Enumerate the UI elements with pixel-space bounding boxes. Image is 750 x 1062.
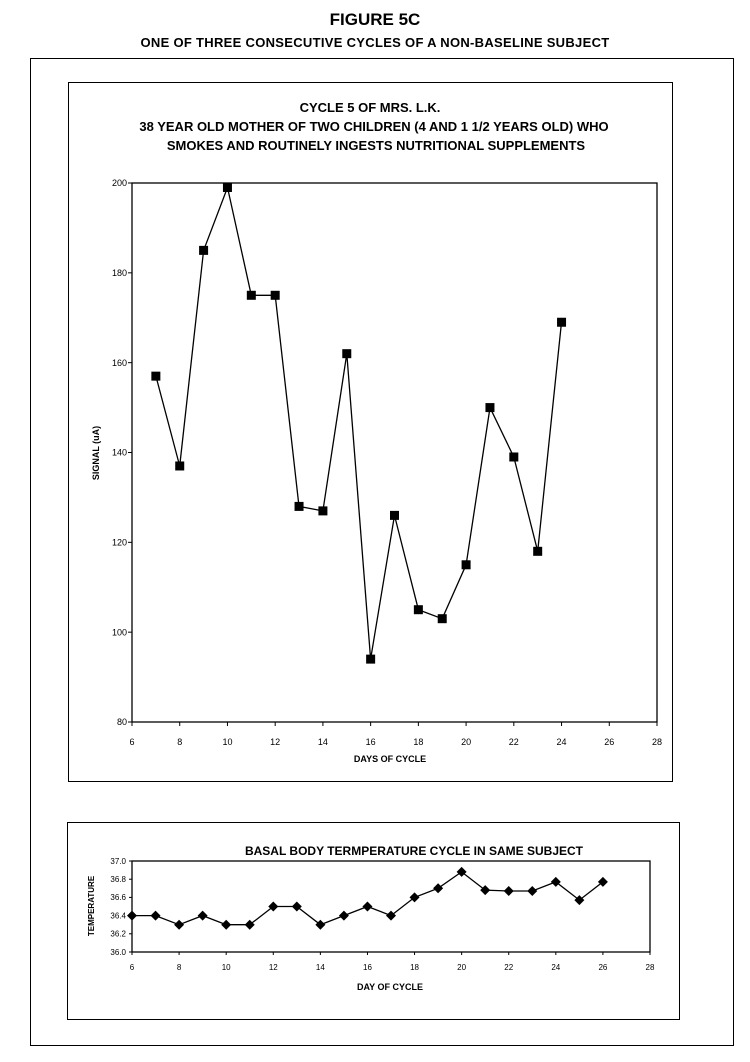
signal-data-point	[271, 291, 280, 300]
signal-chart-title-line-1: CYCLE 5 OF MRS. L.K.	[299, 100, 441, 115]
temperature-chart-title: BASAL BODY TERMPERATURE CYCLE IN SAME SUBJECT	[244, 844, 584, 858]
signal-data-point	[414, 605, 423, 614]
signal-y-tick-label: 100	[111, 627, 127, 638]
signal-data-point	[175, 461, 184, 470]
signal-x-tick-label: 22	[508, 737, 519, 747]
temperature-chart-x-axis-label: DAY OF CYCLE	[356, 982, 424, 992]
temperature-y-tick-label: 36.8	[110, 875, 126, 884]
temperature-data-point	[504, 886, 514, 896]
temperature-data-point	[127, 911, 137, 921]
temperature-data-point	[339, 911, 349, 921]
signal-y-tick-label: 200	[111, 178, 127, 189]
signal-chart-title-line-3: SMOKES AND ROUTINELY INGESTS NUTRITIONAL SUPPLEMENTS	[166, 138, 586, 153]
signal-y-tick-label: 120	[111, 537, 127, 548]
signal-x-tick-label: 18	[413, 737, 424, 747]
temperature-x-tick-label: 12	[268, 963, 278, 972]
signal-x-tick-label: 16	[365, 737, 376, 747]
signal-chart	[91, 100, 662, 764]
temperature-x-tick-label: 22	[504, 963, 514, 972]
figure-subtitle: ONE OF THREE CONSECUTIVE CYCLES OF A NON-BASELINE SUBJECT	[140, 35, 610, 50]
temperature-x-tick-label: 6	[129, 963, 135, 972]
signal-x-tick-label: 14	[317, 737, 328, 747]
temperature-plot-area	[132, 861, 650, 952]
temperature-y-tick-label: 37.0	[110, 856, 126, 866]
signal-data-point	[366, 655, 375, 664]
signal-x-tick-label: 28	[651, 737, 663, 747]
temperature-x-tick-label: 18	[410, 963, 419, 972]
signal-data-point	[462, 560, 471, 569]
temperature-data-point	[221, 920, 231, 930]
signal-x-tick-label: 10	[222, 737, 233, 747]
temperature-data-point	[598, 877, 608, 887]
signal-plot-area	[132, 183, 657, 722]
signal-data-point	[485, 403, 494, 412]
temperature-data-point	[410, 892, 420, 902]
signal-data-point	[557, 318, 566, 327]
temperature-data-point	[198, 911, 208, 921]
signal-data-point	[318, 506, 327, 515]
signal-x-tick-label: 12	[270, 737, 281, 747]
temperature-x-tick-label: 20	[457, 963, 467, 972]
signal-x-tick-label: 8	[177, 737, 183, 747]
temperature-data-point	[174, 920, 184, 930]
signal-data-point	[223, 183, 232, 192]
temperature-y-tick-label: 36.0	[110, 947, 126, 957]
signal-x-tick-label: 20	[461, 737, 472, 747]
temperature-data-point	[362, 902, 372, 912]
temperature-x-tick-label: 10	[221, 963, 231, 972]
temperature-x-tick-label: 16	[363, 963, 372, 972]
temperature-y-tick-label: 36.2	[110, 929, 126, 939]
temperature-data-point	[151, 911, 161, 921]
signal-x-tick-label: 24	[556, 737, 567, 747]
temperature-x-tick-label: 14	[315, 963, 325, 972]
signal-y-tick-label: 180	[111, 267, 127, 278]
signal-chart-title-line-2: 38 YEAR OLD MOTHER OF TWO CHILDREN (4 AND 1 1/2 YEARS OLD) WHO	[139, 119, 609, 134]
signal-y-tick-label: 160	[111, 357, 127, 368]
figure-title: FIGURE 5C	[329, 10, 421, 29]
signal-data-point	[438, 614, 447, 623]
signal-chart-y-axis-label: SIGNAL (uA)	[91, 425, 101, 481]
temperature-x-tick-label: 28	[645, 963, 655, 972]
temperature-y-tick-label: 36.6	[110, 893, 126, 903]
signal-data-point	[199, 246, 208, 255]
signal-data-point	[295, 502, 304, 511]
signal-data-point	[151, 372, 160, 381]
signal-data-point	[390, 511, 399, 520]
signal-data-point	[509, 452, 518, 461]
signal-chart-x-axis-label: DAYS OF CYCLE	[353, 754, 427, 764]
signal-data-point	[342, 349, 351, 358]
temperature-data-point	[433, 883, 443, 893]
signal-data-point	[533, 547, 542, 556]
signal-series-line	[156, 188, 562, 660]
signal-x-tick-label: 6	[129, 737, 135, 747]
signal-y-tick-label: 140	[111, 447, 127, 458]
signal-data-point	[247, 291, 256, 300]
temperature-data-point	[527, 886, 537, 896]
signal-y-tick-label: 80	[116, 717, 127, 728]
temperature-x-tick-label: 24	[551, 963, 561, 972]
temperature-chart-y-axis-label: TEMPERATURE	[87, 875, 96, 937]
temperature-y-tick-label: 36.4	[110, 911, 126, 921]
signal-x-tick-label: 26	[604, 737, 615, 747]
temperature-chart	[87, 844, 655, 992]
temperature-x-tick-label: 8	[176, 963, 182, 972]
temperature-x-tick-label: 26	[598, 963, 608, 972]
